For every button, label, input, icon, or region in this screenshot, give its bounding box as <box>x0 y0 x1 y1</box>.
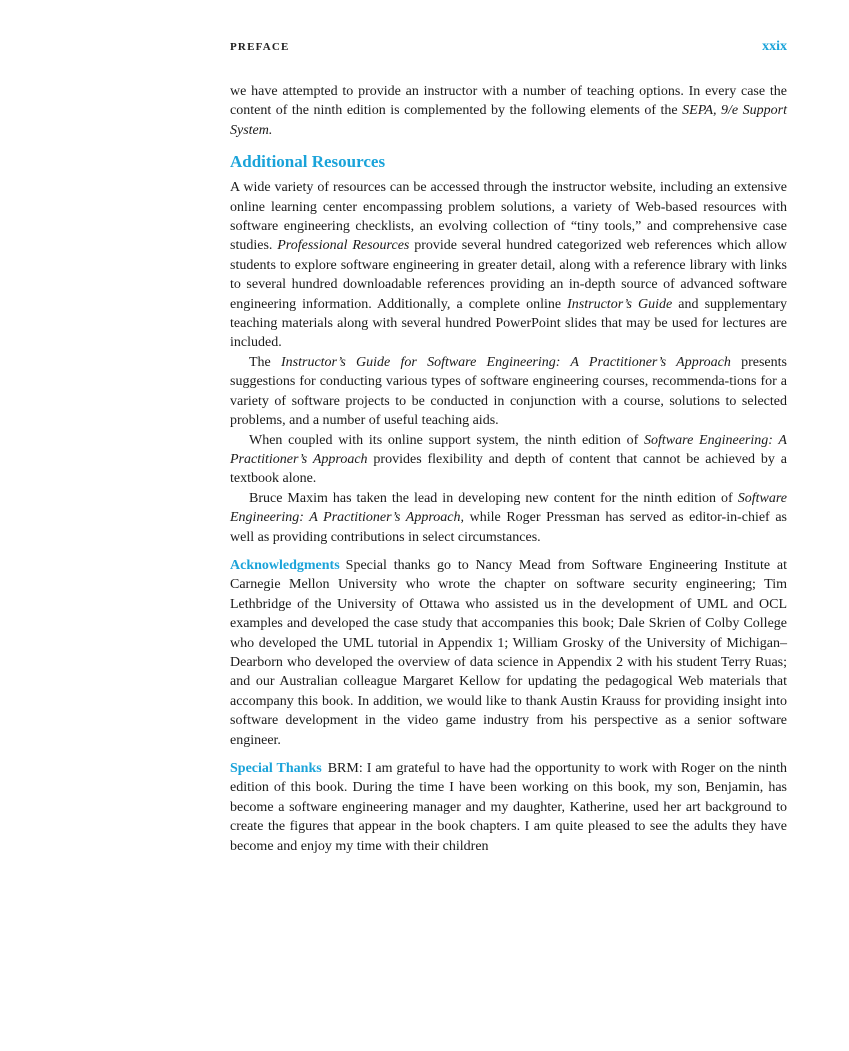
special-thanks-text: BRM: I am grateful to have had the opportunity to work with Roger on the ninth edition of this book. During the time I have been working on this book, my son, Benjamin, has become a software engineering manager and my daughter, Katherine, used her art background to create the figures that appear in the book chapters. I am quite pleased to see the adults they have become and enjoy my time with their children <box>230 761 787 854</box>
special-thanks-paragraph <box>230 759 787 856</box>
text-run: The <box>249 354 281 370</box>
acknowledgments-paragraph <box>230 556 787 750</box>
text-run: When coupled with its online support system, the ninth edition of <box>249 432 645 448</box>
special-thanks-label: Special Thanks <box>230 761 322 776</box>
text-run: presents suggestions for conducting various types of software engineering courses, recommenda-tions for a variety of software projects to be conducted in conjunction with a course, solutions to selected problems, and a number of useful teaching aids. <box>230 354 787 429</box>
page-body <box>230 82 787 856</box>
intro-text: we have attempted to provide an instructor with a number of teaching options. In every case the content of the ninth edition is complemented by the following elements of the <box>230 84 787 119</box>
text-run: A wide variety of resources can be accessed through the instructor website, including an extensive online learning center encompassing problem solutions, a variety of Web-based resources with software engineering checklists, an evolving collection of “tiny tools,” and comprehensive case studies. <box>230 180 787 254</box>
text-run: and supplementary teaching materials along with several hundred PowerPoint slides that may be used for lectures are included. <box>230 296 787 351</box>
intro-paragraph <box>230 82 787 140</box>
italic-run: Professional Resources <box>277 238 410 254</box>
text-run: while Roger Pressman has served as editor-in-chief as well as providing contributions in select circumstances. <box>230 510 787 545</box>
text-run: Bruce Maxim has taken the lead in developing new content for the ninth edition of <box>249 490 738 506</box>
acknowledgments-text: Special thanks go to Nancy Mead from Software Engineering Institute at Carnegie Mellon University who wrote the chapter on software security engineering; Tim Lethbridge of the University of Ottawa who assisted us in the development of UML and OCL examples and developed the case study that accompanies this book; Dale Skrien of Colby College who developed the UML tutorial in Appendix 1; William Grosky of the University of Michigan–Dearborn who developed the overview of data science in Appendix 2 with his student Terry Ruas; and our Australian colleague Margaret Kellow for updating the pedagogical Web materials that accompany this book. In addition, we would like to thank Austin Krauss for providing insight into software development in the video game industry from his perspective as a senior software engineer. <box>230 557 787 748</box>
text-run: provide several hundred categorized web references which allow students to explore software engineering in greater detail, along with a reference library with links to several hundred downloadable references providing an in-depth source of advanced software engineering information. Additionally, a complete online <box>230 238 787 312</box>
page-number: xxix <box>762 39 787 54</box>
intro-italic: SEPA, 9/e Support System. <box>230 103 787 138</box>
resources-paragraph-2 <box>230 353 787 431</box>
resources-paragraph-1 <box>230 178 787 353</box>
italic-run: Instructor’s Guide <box>567 296 673 312</box>
text-run: provides flexibility and depth of content that cannot be achieved by a textbook alone. <box>230 451 787 487</box>
running-head <box>230 41 787 57</box>
running-head-title: PREFACE <box>230 41 290 53</box>
resources-paragraph-4 <box>230 489 787 547</box>
italic-run: Instructor’s Guide for Software Engineering: A Practitioner’s Approach <box>281 354 731 370</box>
italic-run: Software Engineering: A Practitioner’s Approach <box>230 432 787 467</box>
section-heading-additional-resources: Additional Resources <box>230 152 386 172</box>
acknowledgments-label: Acknowledgments <box>230 557 340 573</box>
italic-run: Software Engineering: A Practitioner’s Approach, <box>230 490 787 526</box>
resources-paragraph-3 <box>230 431 787 489</box>
